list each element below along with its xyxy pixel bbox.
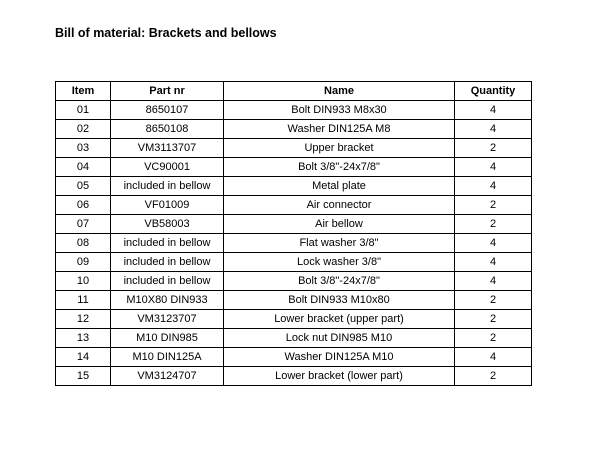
- cell-item: 09: [56, 253, 111, 272]
- cell-part-nr: M10 DIN985: [111, 329, 224, 348]
- cell-name: Lower bracket (lower part): [224, 367, 455, 386]
- column-header-quantity: Quantity: [455, 82, 532, 101]
- cell-part-nr: included in bellow: [111, 234, 224, 253]
- table-row: [56, 215, 532, 234]
- cell-item: 15: [56, 367, 111, 386]
- table-row: [56, 101, 532, 120]
- page-title: Bill of material: Brackets and bellows: [55, 26, 277, 40]
- table-row: [56, 253, 532, 272]
- cell-part-nr: VM3123707: [111, 310, 224, 329]
- cell-item: 11: [56, 291, 111, 310]
- cell-name: Bolt DIN933 M10x80: [224, 291, 455, 310]
- table-row: [56, 177, 532, 196]
- cell-part-nr: 8650108: [111, 120, 224, 139]
- cell-name: Bolt 3/8"-24x7/8": [224, 158, 455, 177]
- cell-item: 06: [56, 196, 111, 215]
- cell-part-nr: VM3124707: [111, 367, 224, 386]
- table-row: [56, 329, 532, 348]
- cell-part-nr: M10X80 DIN933: [111, 291, 224, 310]
- cell-quantity: 4: [455, 272, 532, 291]
- table-row: [56, 272, 532, 291]
- cell-item: 05: [56, 177, 111, 196]
- table-row: [56, 158, 532, 177]
- cell-quantity: 2: [455, 367, 532, 386]
- cell-item: 14: [56, 348, 111, 367]
- cell-item: 01: [56, 101, 111, 120]
- cell-quantity: 2: [455, 291, 532, 310]
- table-row: [56, 348, 532, 367]
- cell-quantity: 4: [455, 348, 532, 367]
- table-body: [56, 101, 532, 386]
- column-header-part-nr: Part nr: [111, 82, 224, 101]
- cell-part-nr: included in bellow: [111, 177, 224, 196]
- cell-item: 04: [56, 158, 111, 177]
- cell-part-nr: included in bellow: [111, 272, 224, 291]
- cell-part-nr: 8650107: [111, 101, 224, 120]
- cell-item: 07: [56, 215, 111, 234]
- table-row: [56, 139, 532, 158]
- cell-name: Bolt 3/8"-24x7/8": [224, 272, 455, 291]
- cell-name: Lower bracket (upper part): [224, 310, 455, 329]
- cell-name: Washer DIN125A M10: [224, 348, 455, 367]
- cell-quantity: 4: [455, 158, 532, 177]
- table-row: [56, 291, 532, 310]
- cell-part-nr: VF01009: [111, 196, 224, 215]
- cell-quantity: 2: [455, 215, 532, 234]
- cell-part-nr: M10 DIN125A: [111, 348, 224, 367]
- cell-quantity: 4: [455, 177, 532, 196]
- cell-part-nr: VM3113707: [111, 139, 224, 158]
- cell-item: 02: [56, 120, 111, 139]
- cell-quantity: 2: [455, 196, 532, 215]
- cell-part-nr: included in bellow: [111, 253, 224, 272]
- table-row: [56, 310, 532, 329]
- cell-item: 12: [56, 310, 111, 329]
- cell-quantity: 4: [455, 101, 532, 120]
- table-row: [56, 120, 532, 139]
- cell-part-nr: VB58003: [111, 215, 224, 234]
- column-header-item: Item: [56, 82, 111, 101]
- cell-quantity: 4: [455, 234, 532, 253]
- cell-item: 03: [56, 139, 111, 158]
- cell-name: Air bellow: [224, 215, 455, 234]
- column-header-name: Name: [224, 82, 455, 101]
- cell-name: Upper bracket: [224, 139, 455, 158]
- table-header-row: [56, 82, 532, 101]
- cell-quantity: 2: [455, 310, 532, 329]
- cell-quantity: 4: [455, 120, 532, 139]
- cell-item: 10: [56, 272, 111, 291]
- cell-name: Lock washer 3/8": [224, 253, 455, 272]
- cell-quantity: 2: [455, 329, 532, 348]
- cell-quantity: 4: [455, 253, 532, 272]
- cell-name: Washer DIN125A M8: [224, 120, 455, 139]
- cell-name: Bolt DIN933 M8x30: [224, 101, 455, 120]
- cell-name: Air connector: [224, 196, 455, 215]
- cell-name: Metal plate: [224, 177, 455, 196]
- table-row: [56, 234, 532, 253]
- cell-part-nr: VC90001: [111, 158, 224, 177]
- cell-item: 13: [56, 329, 111, 348]
- table-row: [56, 367, 532, 386]
- table-row: [56, 196, 532, 215]
- cell-item: 08: [56, 234, 111, 253]
- cell-name: Lock nut DIN985 M10: [224, 329, 455, 348]
- cell-quantity: 2: [455, 139, 532, 158]
- cell-name: Flat washer 3/8": [224, 234, 455, 253]
- bill-of-material-table: [55, 81, 532, 386]
